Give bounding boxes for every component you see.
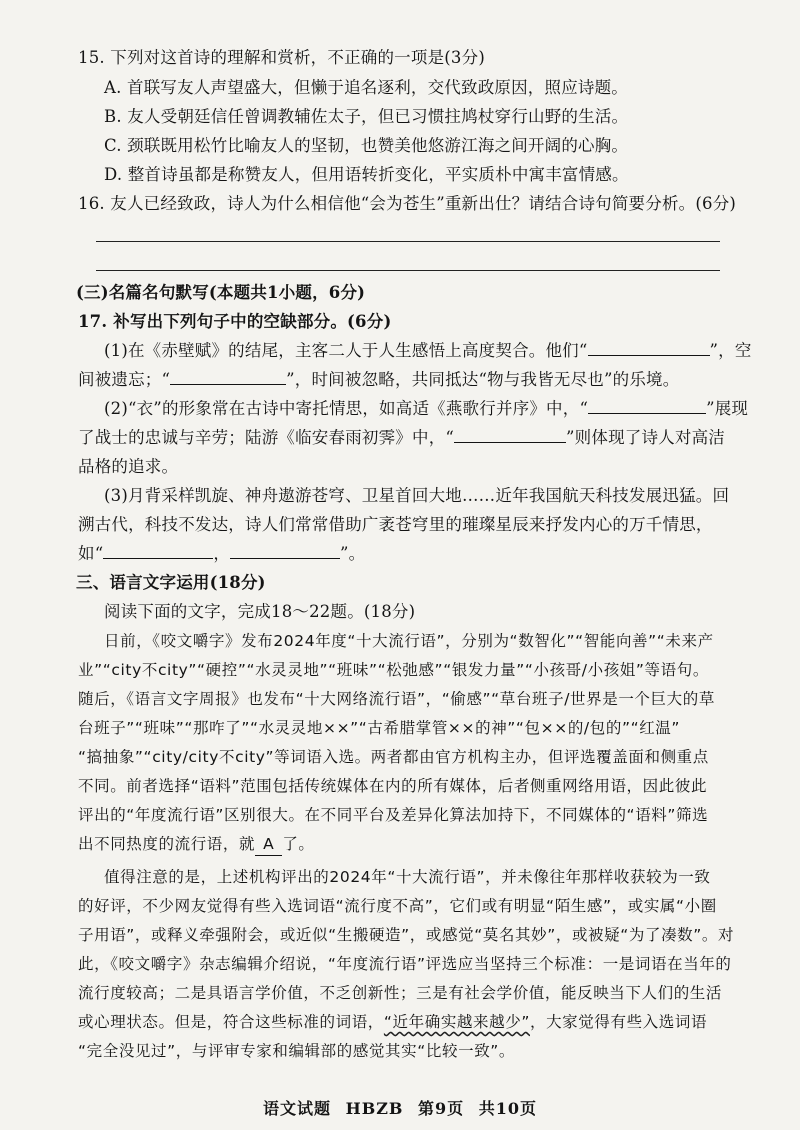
passage-p1-line: 业”“city不city”“硬控”“水灵灵地”“班味”“松弛感”“银发力量”“小孩哥/小孩姐”等语句。: [78, 661, 709, 679]
answer-line-1: [96, 241, 720, 242]
page-footer: [0, 1096, 800, 1119]
q17-p1-line2: 间被遗忘；“ ”，时间被忽略，共同抵达“物与我皆无尽也”的乐境。: [78, 370, 680, 389]
passage-p2-line: 的好评，不少网友觉得有些入选词语“流行度不高”，它们或有明显“陌生感”，或实属“小圈: [78, 897, 717, 915]
footer-page: 第9页: [418, 1099, 465, 1118]
blank-2[interactable]: [170, 370, 286, 385]
q17-p3-line2: 溯古代，科技不发达，诗人们常常借助广袤苍穹里的璀璨星辰来抒发内心的万千情思，: [78, 515, 713, 534]
passage-p1-line: 日前，《咬文嚼字》发布2024年度“十大流行语”，分别为“数智化”“智能向善”“未来产: [104, 632, 714, 650]
q15-option-b: B. 友人受朝廷信任曾调教辅佐太子，但已习惯拄鸠杖穿行山野的生活。: [104, 107, 629, 126]
q15-option-c: C. 颈联既用松竹比喻友人的坚韧，也赞美他悠游江海之间开阔的心胸。: [104, 136, 629, 155]
passage-p2-line: 或心理状态。但是，符合这些标准的词语，“近年确实越来越少”，大家觉得有些入选词语: [78, 1013, 708, 1031]
blank-4[interactable]: [454, 428, 566, 443]
blank-3[interactable]: [588, 399, 706, 414]
q17-p3-line1: (3)月背采样凯旋、神舟遨游苍穹、卫星首回大地……近年我国航天科技发展迅猛。回: [104, 486, 730, 505]
blank-a: A: [255, 833, 282, 856]
q17-p1-line1: (1)在《赤壁赋》的结尾，主客二人于人生感悟上高度契合。他们“ ”，空: [104, 341, 752, 360]
q17-p2-line1: (2)“衣”的形象常在古诗中寄托情思，如高适《燕歌行并序》中，“ ”展现: [104, 399, 749, 418]
passage-p1-line: “搞抽象”“city/city不city”等词语入选。两者都由官方机构主办，但评选覆盖面和侧重点: [78, 748, 709, 766]
section-title-language: 三、语言文字运用(18分): [76, 573, 266, 592]
q17-p2-line3: 品格的追求。: [78, 457, 179, 476]
reading-intro: 阅读下面的文字，完成18～22题。(18分): [104, 602, 416, 621]
blank-1[interactable]: [588, 341, 710, 356]
passage-p1-line: 台班子”“班味”“那咋了”“水灵灵地××”“古希腊掌管××的神”“包××的/包的”“红温”: [78, 719, 681, 737]
wavy-underlined-phrase: “近年确实越来越少”: [383, 1013, 530, 1031]
passage-p1-line: 评出的“年度流行语”区别很大。在不同平台及差异化算法加持下，不同媒体的“语料”筛选: [78, 806, 709, 824]
footer-subject: 语文试题: [262, 1099, 331, 1118]
passage-p2-line: “完全没见过”，与评审专家和编辑部的感觉其实“比较一致”。: [78, 1042, 516, 1060]
q15-option-d: D. 整首诗虽都是称赞友人，但用语转折变化，平实质朴中寓丰富情感。: [104, 165, 629, 184]
q16-stem: 16. 友人已经致政，诗人为什么相信他“会为苍生”重新出仕？请结合诗句简要分析。(6分): [78, 194, 737, 213]
q17-p2-line2: 了战士的忠诚与辛劳；陆游《临安春雨初霁》中，“ ”则体现了诗人对高洁: [78, 428, 725, 447]
passage-p1-line: 随后，《语言文字周报》也发布“十大网络流行语”，“偷感”“草台班子/世界是一个巨大的草: [78, 690, 715, 708]
passage-p2-line: 此，《咬文嚼字》杂志编辑介绍说，“年度流行语”评选应当坚持三个标准：一是词语在当年的: [78, 955, 732, 973]
blank-5[interactable]: [103, 544, 213, 559]
footer-code: HBZB: [345, 1099, 404, 1118]
blank-6[interactable]: [230, 544, 340, 559]
q15-option-a: A. 首联写友人声望盛大，但懒于追名逐利，交代致政原因，照应诗题。: [104, 78, 629, 97]
passage-p2-line: 值得注意的是，上述机构评出的2024年“十大流行语”，并未像往年那样收获较为一致: [104, 868, 711, 886]
section-title-mingju: (三)名篇名句默写(本题共1小题，6分): [76, 283, 366, 302]
footer-total: 共10页: [478, 1099, 537, 1118]
passage-p2-line: 子用语”，或释义牵强附会，或近似“生搬硬造”，或感觉“莫名其妙”，或被疑“为了凑数”。对: [78, 926, 735, 944]
q15-stem: 15. 下列对这首诗的理解和赏析，不正确的一项是(3分): [78, 48, 485, 67]
passage-p1-last-line: 出不同热度的流行语，就 A 了。: [78, 833, 315, 856]
q17-stem: 17. 补写出下列句子中的空缺部分。(6分): [78, 312, 392, 331]
passage-p2-line: 流行度较高；二是具语言学价值，不乏创新性；三是有社会学价值，能反映当下人们的生活: [78, 984, 723, 1002]
passage-p1-line: 不同。前者选择“语料”范围包括传统媒体在内的所有媒体，后者侧重网络用语，因此彼此: [78, 777, 708, 795]
answer-line-2: [96, 270, 720, 271]
q17-p3-line3: 如“ ， ”。: [78, 544, 366, 563]
